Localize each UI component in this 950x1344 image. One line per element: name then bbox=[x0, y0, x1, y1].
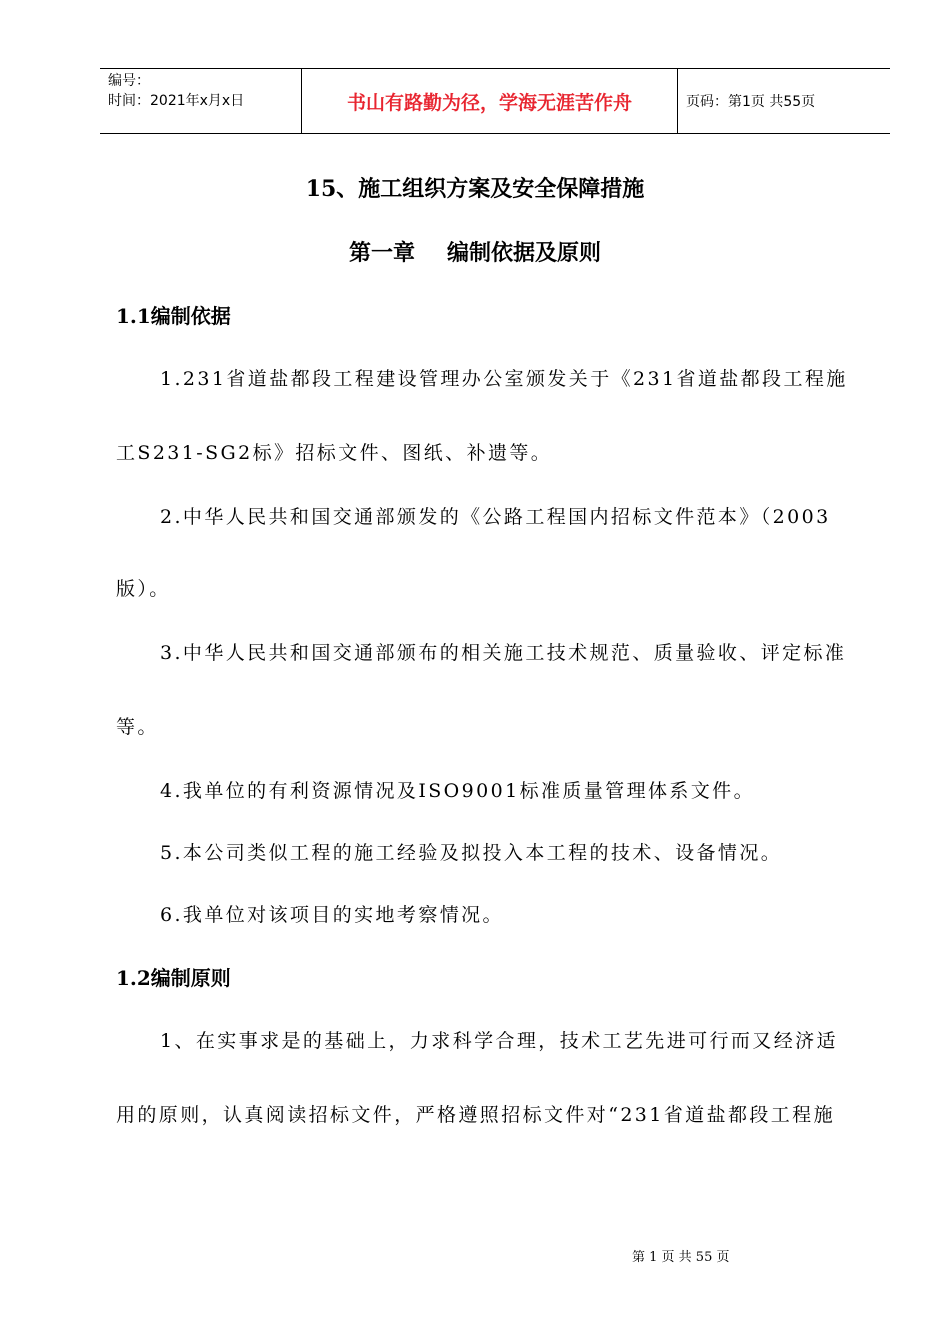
section-heading-1-1: 1.1编制依据 bbox=[116, 304, 231, 328]
paragraph-4: 4.我单位的有利资源情况及ISO9001标准质量管理体系文件。 bbox=[160, 780, 755, 802]
header-meta bbox=[100, 69, 302, 133]
section-heading-1-2: 1.2编制原则 bbox=[116, 966, 231, 990]
footer-page-number: 第 1 页 共 55 页 bbox=[632, 1250, 730, 1265]
page-header bbox=[100, 68, 890, 134]
time-label: 时间：2021年x月x日 bbox=[108, 93, 245, 109]
paragraph-3-line-1: 3.中华人民共和国交通部颁布的相关施工技术规范、质量验收、评定标准 bbox=[160, 642, 847, 664]
chapter-number: 第一章 bbox=[348, 240, 415, 266]
paragraph-1-line-2: 工S231-SG2标》招标文件、图纸、补遗等。 bbox=[116, 442, 553, 464]
principle-1-line-2: 用的原则，认真阅读招标文件，严格遵照招标文件对“231省道盐都段工程施 bbox=[116, 1104, 835, 1126]
paragraph-3-line-2: 等。 bbox=[116, 716, 159, 738]
document-title: 15、施工组织方案及安全保障措施 bbox=[305, 176, 645, 202]
paragraph-2-line-2: 版）。 bbox=[116, 578, 171, 600]
principle-1-line-1: 1、在实事求是的基础上，力求科学合理，技术工艺先进可行而又经济适 bbox=[160, 1030, 838, 1052]
chapter-heading bbox=[0, 236, 950, 267]
paragraph-1-line-1: 1.231省道盐都段工程建设管理办公室颁发关于《231省道盐都段工程施 bbox=[160, 368, 848, 390]
chapter-title: 编制依据及原则 bbox=[447, 240, 602, 266]
paragraph-5: 5.本公司类似工程的施工经验及拟投入本工程的技术、设备情况。 bbox=[160, 842, 783, 864]
number-label: 编号： bbox=[108, 73, 150, 89]
paragraph-2-line-1: 2.中华人民共和国交通部颁发的《公路工程国内招标文件范本》（2003 bbox=[160, 506, 831, 528]
header-page-info: 页码：第1页 共55页 bbox=[686, 94, 816, 110]
header-motto: 书山有路勤为径，学海无涯苦作舟 bbox=[302, 69, 678, 133]
paragraph-6: 6.我单位对该项目的实地考察情况。 bbox=[160, 904, 504, 926]
